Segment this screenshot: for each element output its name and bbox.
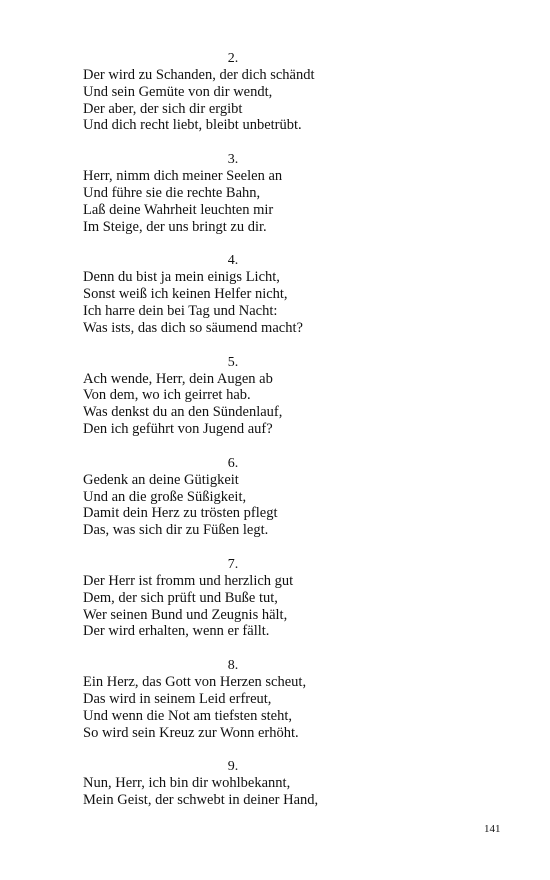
verse-line: Und wenn die Not am tiefsten steht,	[83, 707, 292, 724]
verse-line: Und führe sie die rechte Bahn,	[83, 184, 261, 201]
stanza-number: 2.	[227, 51, 239, 66]
verse-line: Und an die große Süßigkeit,	[83, 488, 247, 505]
verse-line: Der wird zu Schanden, der dich schändt	[83, 67, 315, 83]
verse-line: Im Steige, der uns bringt zu dir.	[83, 218, 267, 235]
verse-line: So wird sein Kreuz zur Wonn erhöht.	[83, 724, 299, 741]
stanza	[83, 657, 383, 741]
verse-line: Und dich recht liebt, bleibt unbetrübt.	[83, 117, 302, 134]
stanza	[83, 354, 383, 438]
verse-line: Ach wende, Herr, dein Augen ab	[83, 370, 273, 387]
verse-line: Sonst weiß ich keinen Helfer nicht,	[83, 286, 288, 303]
stanza	[83, 252, 383, 336]
stanza-number: 7.	[227, 556, 239, 572]
verse-line: Nun, Herr, ich bin dir wohlbekannt,	[83, 775, 291, 792]
verse-line: Ich harre dein bei Tag und Nacht:	[83, 302, 278, 319]
poem-text	[83, 50, 383, 826]
verse-line: Der aber, der sich dir ergibt	[83, 100, 243, 117]
verse-line: Der Herr ist fromm und herzlich gut	[83, 572, 294, 589]
verse-line: Ein Herz, das Gott von Herzen scheut,	[83, 674, 307, 691]
stanza-number: 9.	[227, 759, 239, 775]
verse-line: Und sein Gemüte von dir wendt,	[83, 83, 273, 100]
stanza-number: 5.	[227, 354, 239, 370]
verse-line: Mein Geist, der schwebt in deiner Hand,	[83, 792, 319, 809]
verse-line: Laß deine Wahrheit leuchten mir	[83, 201, 274, 218]
verse-line: Denn du bist ja mein einigs Licht,	[83, 269, 280, 286]
stanza-number: 4.	[227, 253, 239, 269]
verse-line: Gedenk an deine Gütigkeit	[83, 471, 239, 488]
verse-line: Von dem, wo ich geirret hab.	[83, 387, 251, 404]
verse-line: Dem, der sich prüft und Buße tut,	[83, 589, 278, 606]
page-number: 141	[484, 823, 501, 835]
verse-line: Der wird erhalten, wenn er fällt.	[83, 623, 270, 640]
stanza	[83, 455, 383, 539]
stanza-number: 6.	[227, 455, 239, 471]
stanza-number: 3.	[227, 152, 239, 168]
stanza-number: 8.	[227, 658, 239, 674]
stanza	[83, 758, 383, 809]
verse-line: Damit dein Herz zu trösten pflegt	[83, 505, 278, 522]
verse-line: Den ich geführt von Jugend auf?	[83, 420, 273, 437]
verse-line: Herr, nimm dich meiner Seelen an	[83, 168, 283, 185]
verse-line: Wer seinen Bund und Zeugnis hält,	[83, 606, 288, 623]
stanza	[83, 556, 383, 640]
stanza	[83, 151, 383, 235]
verse-line: Was denkst du an den Sündenlauf,	[83, 404, 283, 421]
verse-line: Das, was sich dir zu Füßen legt.	[83, 522, 269, 539]
stanza	[83, 50, 383, 134]
verse-line: Was ists, das dich so säumend macht?	[83, 319, 303, 336]
verse-line: Das wird in seinem Leid erfreut,	[83, 690, 272, 707]
